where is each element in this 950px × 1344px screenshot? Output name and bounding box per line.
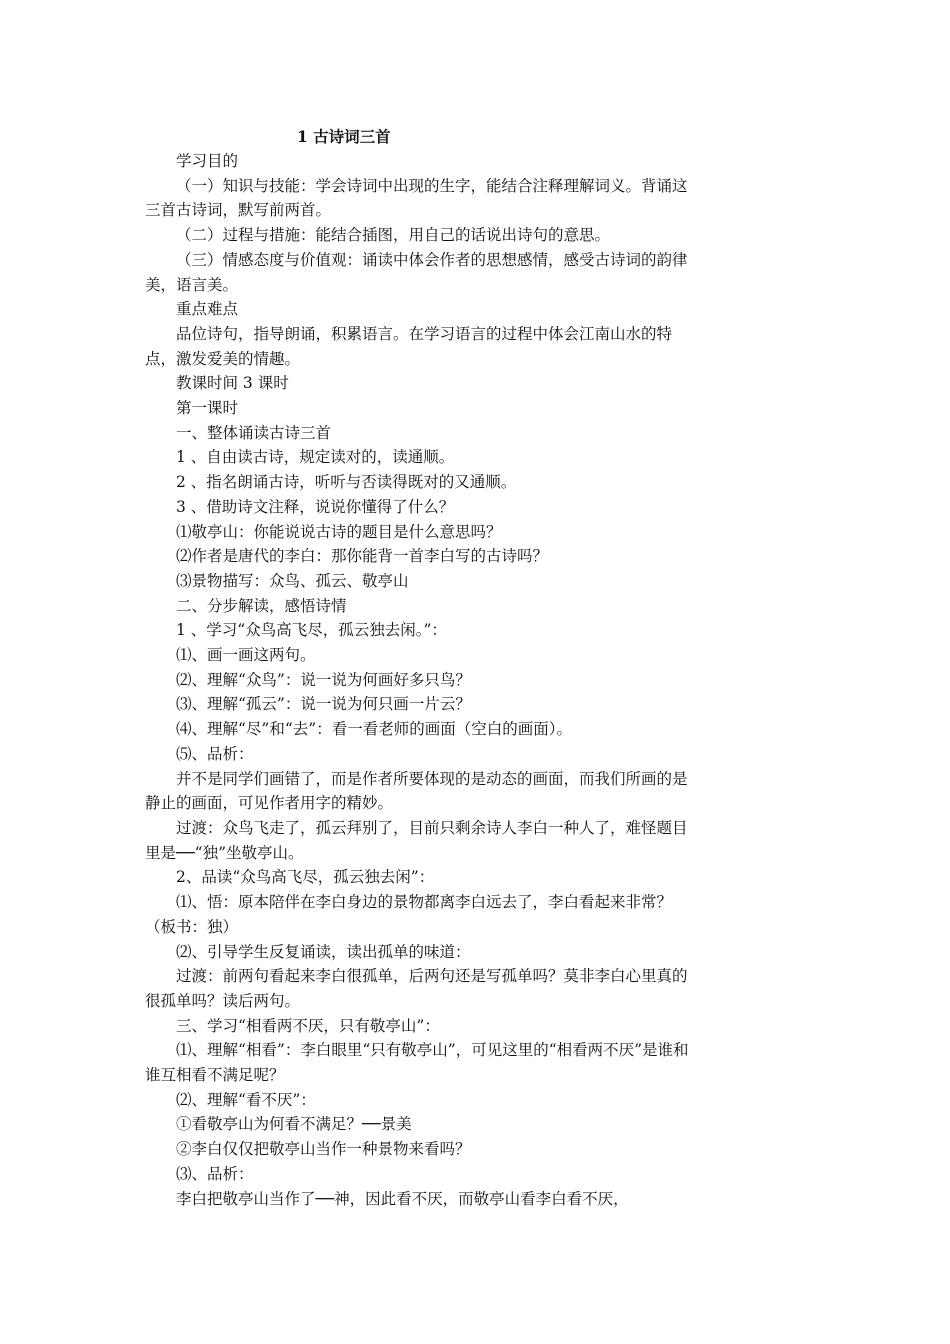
- paragraph: 2、品读“众鸟高飞尽，孤云独去闲”：: [176, 868, 435, 887]
- paragraph: 重点难点: [176, 300, 239, 319]
- paragraph: 1 、自由读古诗，规定读对的，读通顺。: [176, 448, 455, 467]
- paragraph: 2 、指名朗诵古诗，听听与否读得既对的又通顺。: [176, 473, 517, 492]
- paragraph: 1 、学习“众鸟高飞尽，孤云独去闲。”：: [176, 621, 447, 640]
- paragraph: 第一课时: [176, 399, 239, 418]
- paragraph: ⑴敬亭山：你能说说古诗的题目是什么意思吗？: [176, 522, 502, 541]
- paragraph: （三）情感态度与价值观：诵读中体会作者的思想感情，感受古诗词的韵律美，语言美。: [145, 250, 688, 294]
- paragraph: 过渡：众鸟飞走了，孤云拜别了，目前只剩余诗人李白一种人了，难怪题目里是──“独”坐敬亭山。: [145, 818, 688, 862]
- paragraph: ⑶景物描写：众鸟、孤云、敬亭山: [176, 571, 409, 590]
- paragraph: 教课时间 3 课时: [176, 374, 289, 393]
- paragraph: （一）知识与技能：学会诗词中出现的生字，能结合注释理解词义。背诵这三首古诗词，默写前两首。: [145, 176, 688, 220]
- paragraph: 李白把敬亭山当作了──神，因此看不厌，而敬亭山看李白看不厌，: [176, 1189, 629, 1208]
- paragraph: ⑶、理解“孤云”：说一说为何只画一片云？: [176, 695, 471, 714]
- document-body: [145, 124, 690, 1211]
- paragraph: 并不是同学们画错了，而是作者所要体现的是动态的画面，而我们所画的是静止的画面，可见作者用字的精妙。: [145, 769, 688, 813]
- paragraph: ⑴、悟：原本陪伴在李白身边的景物都离李白远去了，李白看起来非常？（板书：独）: [145, 893, 673, 936]
- paragraph: ⑵、理解“众鸟”：说一说为何画好多只鸟？: [176, 670, 471, 689]
- paragraph: （二）过程与措施：能结合插图，用自己的话说出诗句的意思。: [176, 226, 611, 245]
- paragraph: ⑸、品析：: [176, 744, 254, 763]
- paragraph: ⑷、理解“尽”和“去”：看一看老师的画面（空白的画面）。: [176, 720, 572, 739]
- paragraph: ⑵作者是唐代的李白：那你能背一首李白写的古诗吗？: [176, 547, 549, 566]
- paragraph: 3 、借助诗文注释，说说你懂得了什么？: [176, 497, 455, 516]
- paragraph: 学习目的: [176, 152, 239, 170]
- paragraph: ⑶、品析：: [176, 1164, 254, 1183]
- paragraph: ⑴、理解“相看”：李白眼里“只有敬亭山”，可见这里的“相看两不厌”是谁和谁互相看不满足呢？: [145, 1041, 689, 1085]
- paragraph: ②李白仅仅把敬亭山当作一种景物来看吗？: [176, 1140, 471, 1159]
- paragraph: 品位诗句，指导朗诵，积累语言。在学习语言的过程中体会江南山水的特点，激发爱美的情趣。: [145, 324, 673, 368]
- paragraph: 一、整体诵读古诗三首: [176, 423, 332, 442]
- paragraph: ⑴、画一画这两句。: [176, 646, 316, 665]
- paragraph: ①看敬亭山为何看不满足？──景美: [176, 1115, 412, 1134]
- paragraph: ⑵、引导学生反复诵读，读出孤单的味道：: [176, 942, 471, 961]
- paragraph: 过渡：前两句看起来李白很孤单，后两句还是写孤单吗？莫非李白心里真的很孤单吗？读后两句。: [145, 967, 688, 1010]
- document-title: 1 古诗词三首: [297, 127, 391, 146]
- paragraph: 二、分步解读，感悟诗情: [176, 596, 347, 615]
- paragraph: ⑵、理解“看不厌”：: [176, 1090, 316, 1109]
- paragraph: 三、学习“相看两不厌，只有敬亭山”：: [176, 1016, 440, 1035]
